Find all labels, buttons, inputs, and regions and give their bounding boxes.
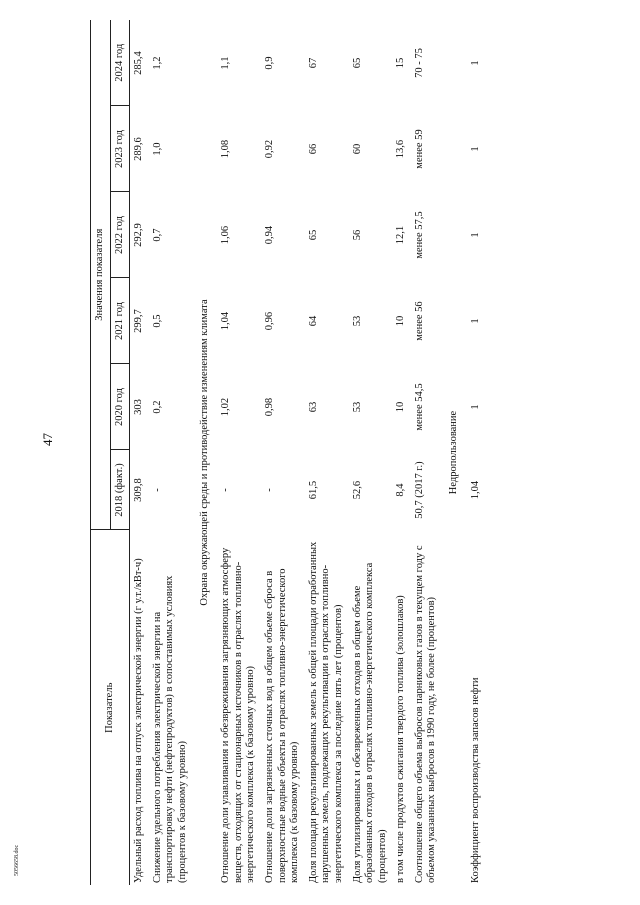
indicator-value: 1,04 xyxy=(220,311,232,331)
indicator-value: 285,4 xyxy=(133,51,145,75)
header-indicator: Показатель xyxy=(91,530,130,885)
indicator-value: 64 xyxy=(307,315,319,327)
header-year: 2023 год xyxy=(110,106,130,192)
indicator-value: 1 xyxy=(469,318,481,324)
indicator-value: 60 xyxy=(351,143,363,155)
header-year: 2018 (факт.) xyxy=(110,450,130,530)
indicator-value: - xyxy=(220,488,232,492)
header-values: Значения показателя xyxy=(91,20,111,530)
indicator-value: менее 56 xyxy=(413,301,425,341)
table-row xyxy=(392,20,411,885)
indicator-value: 0,2 xyxy=(151,400,163,414)
indicator-value: 1 xyxy=(469,146,481,152)
indicator-name: Отношение доли загрязненных сточных вод в общем объеме сброса в поверхностные водные объекты в отраслях топливно-энергетического комплекса (к базовому уровню) xyxy=(263,568,301,883)
indicator-value: 66 xyxy=(307,143,319,155)
indicator-value: 70 - 75 xyxy=(413,48,425,78)
section-title: Недропользование xyxy=(448,410,460,495)
indicator-value: 0,98 xyxy=(263,397,275,417)
indicator-value: 10 xyxy=(395,315,407,327)
indicator-value: 0,9 xyxy=(263,56,275,70)
table-body xyxy=(130,20,486,885)
indicator-value: - xyxy=(151,488,163,492)
indicator-value: 1,1 xyxy=(220,56,232,70)
indicator-value: 1,04 xyxy=(469,480,481,500)
indicator-value: 292,9 xyxy=(133,223,145,247)
indicator-value: 1,2 xyxy=(151,56,163,70)
table-row xyxy=(149,20,193,885)
indicator-name: Доля площади рекультивированных земель к общей площади отработанных нарушенных земель, подлежащих рекультивации в отраслях топливно-энергетического комплекса за последние пять лет (процентов) xyxy=(307,541,344,883)
indicator-value: 289,6 xyxy=(133,137,145,161)
indicator-value: менее 54,5 xyxy=(413,383,425,431)
indicator-value: 63 xyxy=(307,401,319,413)
indicator-value: 0,5 xyxy=(151,314,163,328)
indicator-value: 0,96 xyxy=(263,311,275,331)
indicator-name: Удельный расход топлива на отпуск электрической энергии (г у.т./кВт-ч) xyxy=(133,558,145,883)
indicator-name: Доля утилизированных и обезвреженных отходов в общем объеме образованных отходов в отраслях топливно-энергетического комплекса (процентов) xyxy=(351,562,388,883)
indicator-value: 15 xyxy=(395,57,407,69)
indicator-value: 1,08 xyxy=(220,139,232,159)
indicator-value: 303 xyxy=(133,399,145,415)
indicator-value: - xyxy=(263,488,275,492)
section-header-row xyxy=(442,20,467,885)
document-code: 5056658.doc xyxy=(14,844,20,876)
indicator-name: Снижение удельного потребления электрической энергии на транспортировку нефти (нефтепродуктов) в сопоставимых условиях (процентов к базовому уровню) xyxy=(151,575,188,883)
indicator-name: Соотношение общего объема выбросов парниковых газов в текущем году с объемом указанных выбросов в 1990 году, не более (процентов) xyxy=(413,545,438,883)
indicator-value: 52,6 xyxy=(351,480,363,500)
table-row xyxy=(467,20,486,885)
rotated-page-content xyxy=(90,20,570,885)
header-year: 2024 год xyxy=(110,20,130,106)
table-row xyxy=(349,20,393,885)
indicator-value: менее 57,5 xyxy=(413,211,425,259)
indicator-value: 1,0 xyxy=(151,142,163,156)
table-row xyxy=(130,20,149,885)
indicator-value: 1,02 xyxy=(220,397,232,417)
indicator-value: 309,8 xyxy=(133,478,145,502)
indicator-value: 10 xyxy=(395,401,407,413)
indicator-value: 1,06 xyxy=(220,225,232,245)
indicator-value: 299,7 xyxy=(133,309,145,333)
indicator-name: Отношение доли улавливания и обезвреживания загрязняющих атмосферу веществ, отходящих от стационарных источников в отраслях топливно-энергетического комплекса (к базовому уровню) xyxy=(220,547,257,883)
page-number: 47 xyxy=(40,433,55,446)
indicator-value: 61,5 xyxy=(307,480,319,500)
indicator-value: 0,7 xyxy=(151,228,163,242)
indicator-value: 67 xyxy=(307,57,319,69)
indicator-value: 53 xyxy=(351,315,363,327)
header-year: 2021 год xyxy=(110,278,130,364)
indicator-value: 1 xyxy=(469,232,481,238)
indicator-name: Коэффициент воспроизводства запасов нефти xyxy=(469,677,481,883)
indicator-value: 0,94 xyxy=(263,225,275,245)
indicator-value: 65 xyxy=(351,57,363,69)
indicator-value: 12,1 xyxy=(395,225,407,245)
indicator-value: 1 xyxy=(469,60,481,66)
indicator-value: 65 xyxy=(307,229,319,241)
indicator-value: 1 xyxy=(469,404,481,410)
indicator-value: 13,6 xyxy=(395,139,407,159)
header-year: 2020 год xyxy=(110,364,130,450)
table-row xyxy=(261,20,305,885)
header-year: 2022 год xyxy=(110,192,130,278)
indicator-name: в том числе продуктов сжигания твердого топлива (золошлаков) xyxy=(395,595,407,883)
indicator-value: 8,4 xyxy=(395,483,407,497)
section-title: Охрана окружающей среды и противодействие изменениям климата xyxy=(198,299,210,606)
indicator-value: 56 xyxy=(351,229,363,241)
section-header-row xyxy=(193,20,218,885)
table-row xyxy=(411,20,442,885)
table-row xyxy=(217,20,261,885)
indicator-value: 53 xyxy=(351,401,363,413)
table-row xyxy=(305,20,349,885)
indicator-value: менее 59 xyxy=(413,129,425,169)
indicators-table xyxy=(90,20,485,885)
indicator-value: 50,7 (2017 г.) xyxy=(413,461,425,519)
indicator-value: 0,92 xyxy=(263,139,275,159)
